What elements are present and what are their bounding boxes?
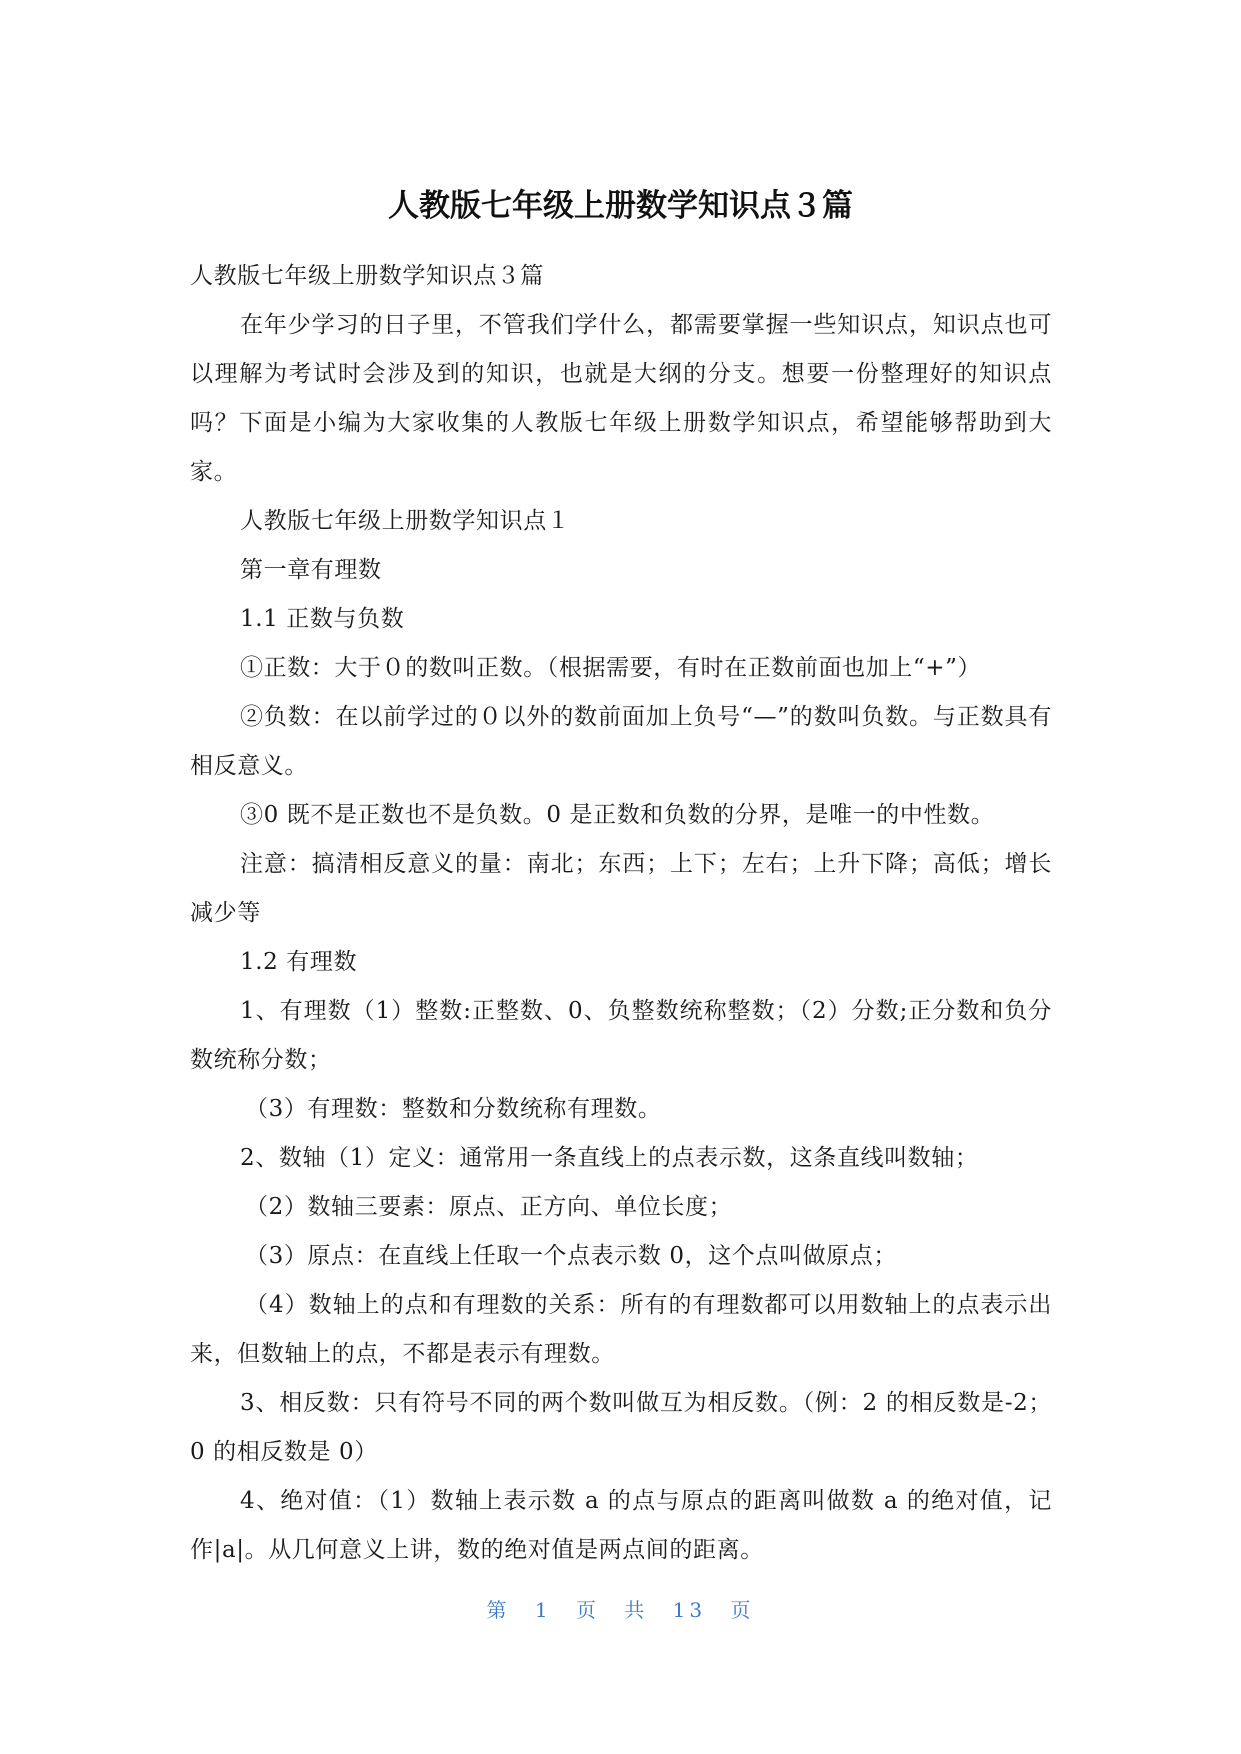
document-title: 人教版七年级上册数学知识点３篇 [388,188,853,224]
subtitle-paragraph: 人教版七年级上册数学知识点３篇 [190,263,544,289]
paragraph: 1、有理数（1）整数:正整数、0、负整数统称整数；（2）分数;正分数和负分数统称分数； [190,998,1052,1073]
subsection-heading: 1.2 有理数 [240,949,358,975]
section-heading: 人教版七年级上册数学知识点１ [240,508,571,534]
paragraph: （3）有理数：整数和分数统称有理数。 [245,1096,662,1122]
subsection-heading: 1.1 正数与负数 [240,606,405,632]
paragraph: ③0 既不是正数也不是负数。0 是正数和负数的分界，是唯一的中性数。 [240,802,995,828]
paragraph: ②负数：在以前学过的０以外的数前面加上负号“—”的数叫负数。与正数具有相反意义。 [190,704,1052,779]
document-body [190,252,1052,1575]
intro-paragraph: 在年少学习的日子里，不管我们学什么，都需要掌握一些知识点，知识点也可以理解为考试时会涉及到的知识，也就是大纲的分支。想要一份整理好的知识点吗？下面是小编为大家收集的人教版七年级上册数学知识点，希望能够帮助到大家。 [190,312,1052,485]
paragraph: ①正数：大于０的数叫正数。（根据需要，有时在正数前面也加上“+”） [240,655,982,681]
paragraph: 2、数轴（1）定义：通常用一条直线上的点表示数，这条直线叫数轴； [240,1145,979,1171]
paragraph: （2）数轴三要素：原点、正方向、单位长度； [245,1194,733,1220]
paragraph: 注意：搞清相反意义的量：南北；东西；上下；左右；上升下降；高低；增长减少等 [190,851,1052,926]
paragraph: （3）原点：在直线上任取一个点表示数 0，这个点叫做原点； [245,1243,897,1269]
paragraph: （4）数轴上的点和有理数的关系：所有的有理数都可以用数轴上的点表示出来，但数轴上的点，不都是表示有理数。 [190,1292,1052,1367]
paragraph: 4、绝对值：（1）数轴上表示数 a 的点与原点的距离叫做数 a 的绝对值，记作|a|。从几何意义上讲，数的绝对值是两点间的距离。 [190,1488,1052,1563]
page-number-footer: 第 1 页 共 13 页 [486,1598,755,1622]
paragraph: 3、相反数：只有符号不同的两个数叫做互为相反数。（例：2 的相反数是-2；0 的相反数是 0） [190,1390,1052,1465]
chapter-heading: 第一章有理数 [240,557,382,583]
